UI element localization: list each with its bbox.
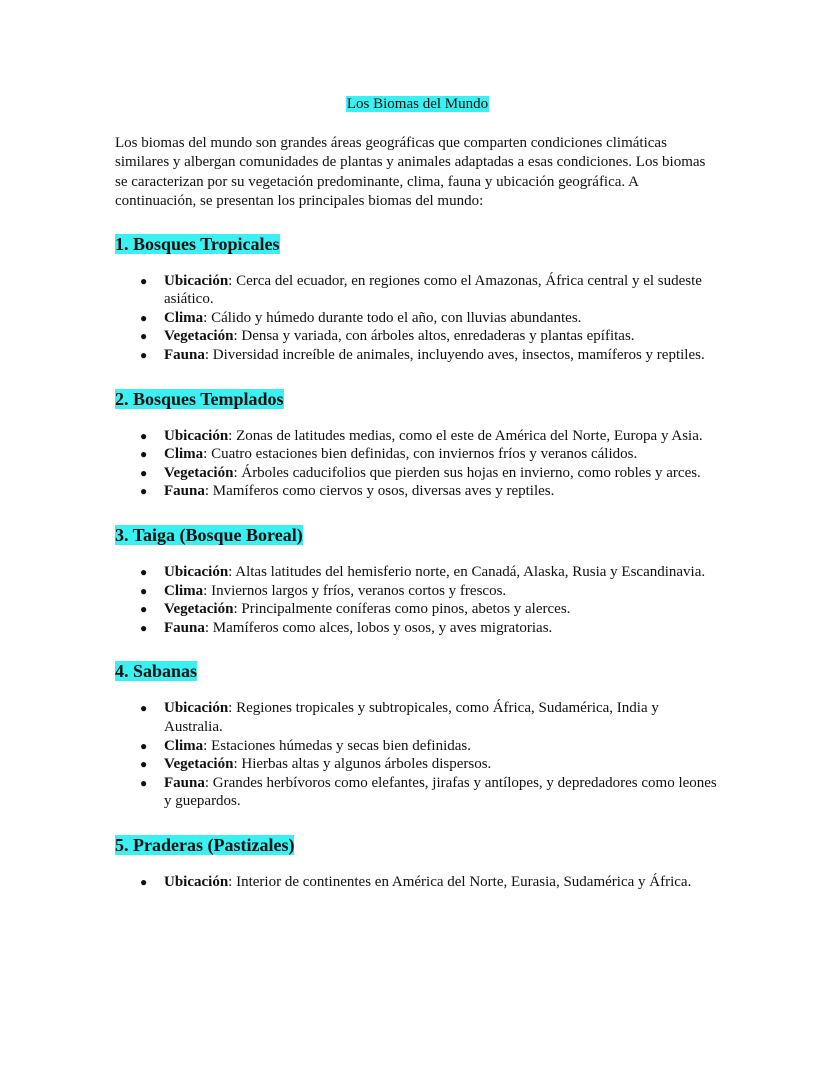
bullet-icon: ●	[140, 484, 148, 499]
title-block	[115, 94, 720, 114]
section-heading: 4. Sabanas	[115, 661, 198, 682]
section-sabanas	[115, 659, 720, 811]
item-text: : Cerca del ecuador, en regiones como el Amazonas, África central y el sudeste asiático.	[164, 272, 702, 308]
item-label: Fauna	[164, 774, 205, 791]
item-text: : Principalmente coníferas como pinos, abetos y alerces.	[233, 601, 571, 618]
item-label: Fauna	[164, 347, 205, 363]
bullet-icon: ●	[140, 465, 148, 480]
bullet-list	[115, 873, 720, 892]
item-label: Clima	[164, 309, 204, 326]
item-text: : Estaciones húmedas y secas bien definidas.	[203, 737, 472, 754]
item-text: : Cuatro estaciones bien definidas, con inviernos fríos y veranos cálidos.	[203, 446, 638, 463]
bullet-list	[115, 563, 720, 637]
item-text: : Mamíferos como alces, lobos y osos, y aves migratorias.	[204, 619, 553, 636]
item-label: Clima	[164, 737, 204, 754]
item-label: Ubicación	[164, 563, 229, 580]
item-text: : Grandes herbívoros como elefantes, jirafas y antílopes, y depredadores como leones y guepardos.	[164, 774, 717, 810]
list-item	[115, 563, 720, 582]
list-item	[115, 699, 720, 736]
item-text: : Inviernos largos y fríos, veranos cortos y frescos.	[203, 582, 507, 599]
list-item	[115, 774, 720, 811]
bullet-list	[115, 427, 720, 501]
item-text: : Regiones tropicales y subtropicales, como África, Sudamérica, India y Australia.	[164, 700, 659, 735]
item-text: : Altas latitudes del hemisferio norte, en Canadá, Alaska, Rusia y Escandinavia.	[228, 563, 706, 580]
bullet-list	[115, 272, 720, 365]
bullet-icon: ●	[140, 757, 148, 772]
list-item	[115, 619, 720, 638]
item-label: Clima	[164, 446, 204, 463]
list-item	[115, 327, 720, 346]
item-label: Vegetación	[164, 756, 234, 773]
bullet-icon: ●	[140, 428, 148, 443]
bullet-icon: ●	[140, 348, 148, 362]
bullet-icon: ●	[140, 738, 148, 753]
list-item	[115, 445, 720, 464]
item-label: Vegetación	[164, 464, 234, 481]
item-text: : Densa y variada, con árboles altos, enredaderas y plantas epífitas.	[233, 328, 635, 345]
bullet-list	[115, 699, 720, 811]
section-heading: 5. Praderas (Pastizales)	[115, 834, 295, 855]
item-label: Vegetación	[164, 328, 234, 345]
item-label: Ubicación	[164, 700, 229, 717]
list-item	[115, 755, 720, 774]
bullet-icon: ●	[140, 874, 148, 889]
item-label: Ubicación	[164, 427, 229, 444]
section-bosques-tropicales	[115, 232, 720, 365]
item-text: : Diversidad increíble de animales, incluyendo aves, insectos, mamíferos y reptiles.	[204, 347, 705, 363]
bullet-icon: ●	[140, 273, 148, 288]
list-item	[115, 346, 720, 365]
list-item	[115, 309, 720, 328]
list-item	[115, 873, 720, 892]
bullet-icon: ●	[140, 310, 148, 325]
section-heading: 2. Bosques Templados	[115, 388, 284, 409]
bullet-icon: ●	[140, 701, 148, 716]
item-label: Fauna	[164, 619, 205, 636]
section-heading: 3. Taiga (Bosque Boreal)	[115, 524, 303, 545]
list-item	[115, 582, 720, 601]
bullet-icon: ●	[140, 329, 148, 344]
document-page	[115, 94, 720, 914]
item-text: : Mamíferos como ciervos y osos, diversas aves y reptiles.	[204, 483, 555, 500]
section-heading: 1. Bosques Tropicales	[115, 233, 280, 254]
item-label: Fauna	[164, 483, 205, 500]
section-praderas	[115, 833, 720, 892]
list-item	[115, 482, 720, 501]
list-item	[115, 600, 720, 619]
item-label: Ubicación	[164, 873, 229, 890]
bullet-icon: ●	[140, 447, 148, 462]
item-label: Vegetación	[164, 601, 234, 618]
bullet-icon: ●	[140, 564, 148, 579]
bullet-icon: ●	[140, 775, 148, 790]
list-item	[115, 737, 720, 756]
section-taiga	[115, 523, 720, 637]
bullet-icon: ●	[140, 620, 148, 635]
item-text: : Zonas de latitudes medias, como el este de América del Norte, Europa y Asia.	[228, 427, 703, 444]
bullet-icon: ●	[140, 602, 148, 617]
list-item	[115, 272, 720, 309]
item-text: : Cálido y húmedo durante todo el año, con lluvias abundantes.	[203, 309, 582, 326]
bullet-icon: ●	[140, 583, 148, 598]
document-title: Los Biomas del Mundo	[346, 96, 489, 112]
item-text: : Hierbas altas y algunos árboles dispersos.	[233, 756, 492, 773]
section-bosques-templados	[115, 387, 720, 501]
list-item	[115, 464, 720, 483]
intro-paragraph: Los biomas del mundo son grandes áreas geográficas que comparten condiciones climáticas similares y albergan comunidades de plantas y animales adaptadas a esas condiciones. Los biomas se caracterizan por su vegetación predominante, clima, fauna y ubicación geográfica. A continuación, se presentan los principales biomas del mundo:	[115, 135, 706, 210]
item-label: Clima	[164, 582, 204, 599]
list-item	[115, 427, 720, 446]
item-text: : Interior de continentes en América del Norte, Eurasia, Sudamérica y África.	[228, 873, 692, 890]
item-text: : Árboles caducifolios que pierden sus hojas en invierno, como robles y arces.	[233, 464, 701, 481]
item-label: Ubicación	[164, 272, 229, 289]
